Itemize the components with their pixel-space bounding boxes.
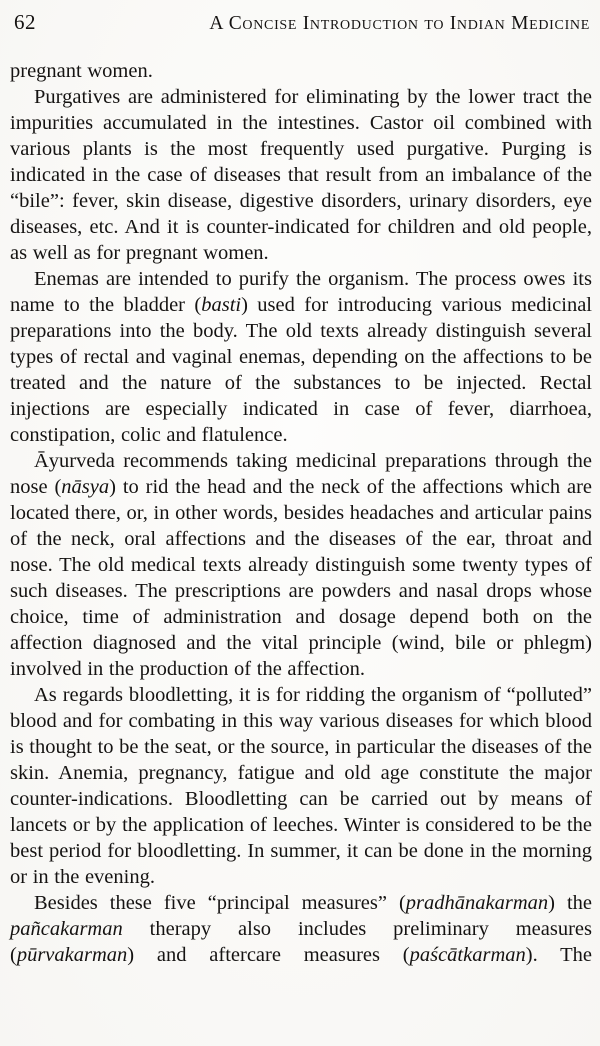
text-run: ) the: [548, 892, 592, 914]
running-title: A Concise Introduction to Indian Medicine: [209, 13, 590, 34]
text-run: Āyurveda recommends taking medicinal preparations through the nose (: [10, 450, 592, 498]
text-run: As regards bloodletting, it is for ridding the organism of “polluted” blood and for combating in this way various diseases for which blood is thought to be the seat, or the source, in particular the diseases of the skin. Anemia, pregnancy, fatigue and old age constitute the major counter-indications. Bloodletting can be carried out by means of lancets or by the application of leeches. Winter is considered to be the best period for bloodletting. In summer, it can be done in the morning or in the evening.: [10, 684, 592, 888]
paragraph: [10, 84, 592, 266]
italic-term: pañcakarman: [10, 918, 123, 940]
paragraph: [10, 890, 592, 968]
text-run: Purgatives are administered for eliminating by the lower tract the impurities accumulated in the intestines. Castor oil combined with various plants is the most frequently used purgative. Purging is indicated in the case of diseases that result from an imbalance of the “bile”: fever, skin disease, digestive disorders, urinary disorders, eye diseases, etc. And it is counter-indicated for children and old people, as well as for pregnant women.: [10, 86, 592, 264]
text-run: Besides these five “principal measures” (: [34, 892, 406, 914]
italic-term: basti: [201, 294, 242, 316]
italic-term: paścātkarman: [409, 944, 526, 966]
text-run: pregnant women.: [10, 60, 153, 82]
italic-term: pradhānakarman: [405, 892, 549, 914]
paragraph: [10, 448, 592, 682]
text-run: ) to rid the head and the neck of the affections which are located there, or, in other words, besides headaches and articular pains of the neck, oral affections and the diseases of the ear, throat and nose. The old medical texts already distinguish some twenty types of such diseases. The prescriptions are powders and nasal drops whose choice, time of administration and dosage depend both on the affection diagnosed and the vital principle (wind, bile or phlegm) involved in the production of the affection.: [10, 476, 593, 680]
text-run: ) used for introducing various medicinal preparations into the body. The old texts already distinguish several types of rectal and vaginal enemas, depending on the affections to be treated and the nature of the substances to be injected. Rectal injections are especially indicated in case of fever, diarrhoea, constipation, colic and flatulence.: [10, 294, 593, 446]
paragraph: [10, 58, 592, 84]
page-header: [10, 8, 592, 35]
text-run: ) and aftercare measures (: [127, 944, 410, 966]
italic-term: pūrvakarman: [16, 944, 128, 966]
paragraph: [10, 266, 592, 448]
paragraph: [10, 682, 592, 890]
italic-term: nāsya: [61, 476, 110, 498]
text-run: therapy also includes preliminary measures (: [10, 918, 592, 966]
page-number: 62: [14, 10, 36, 34]
text-run: Enemas are intended to purify the organism. The process owes its name to the bladder (: [10, 268, 592, 316]
page-body: [10, 58, 592, 968]
text-run: ). The: [525, 944, 592, 966]
